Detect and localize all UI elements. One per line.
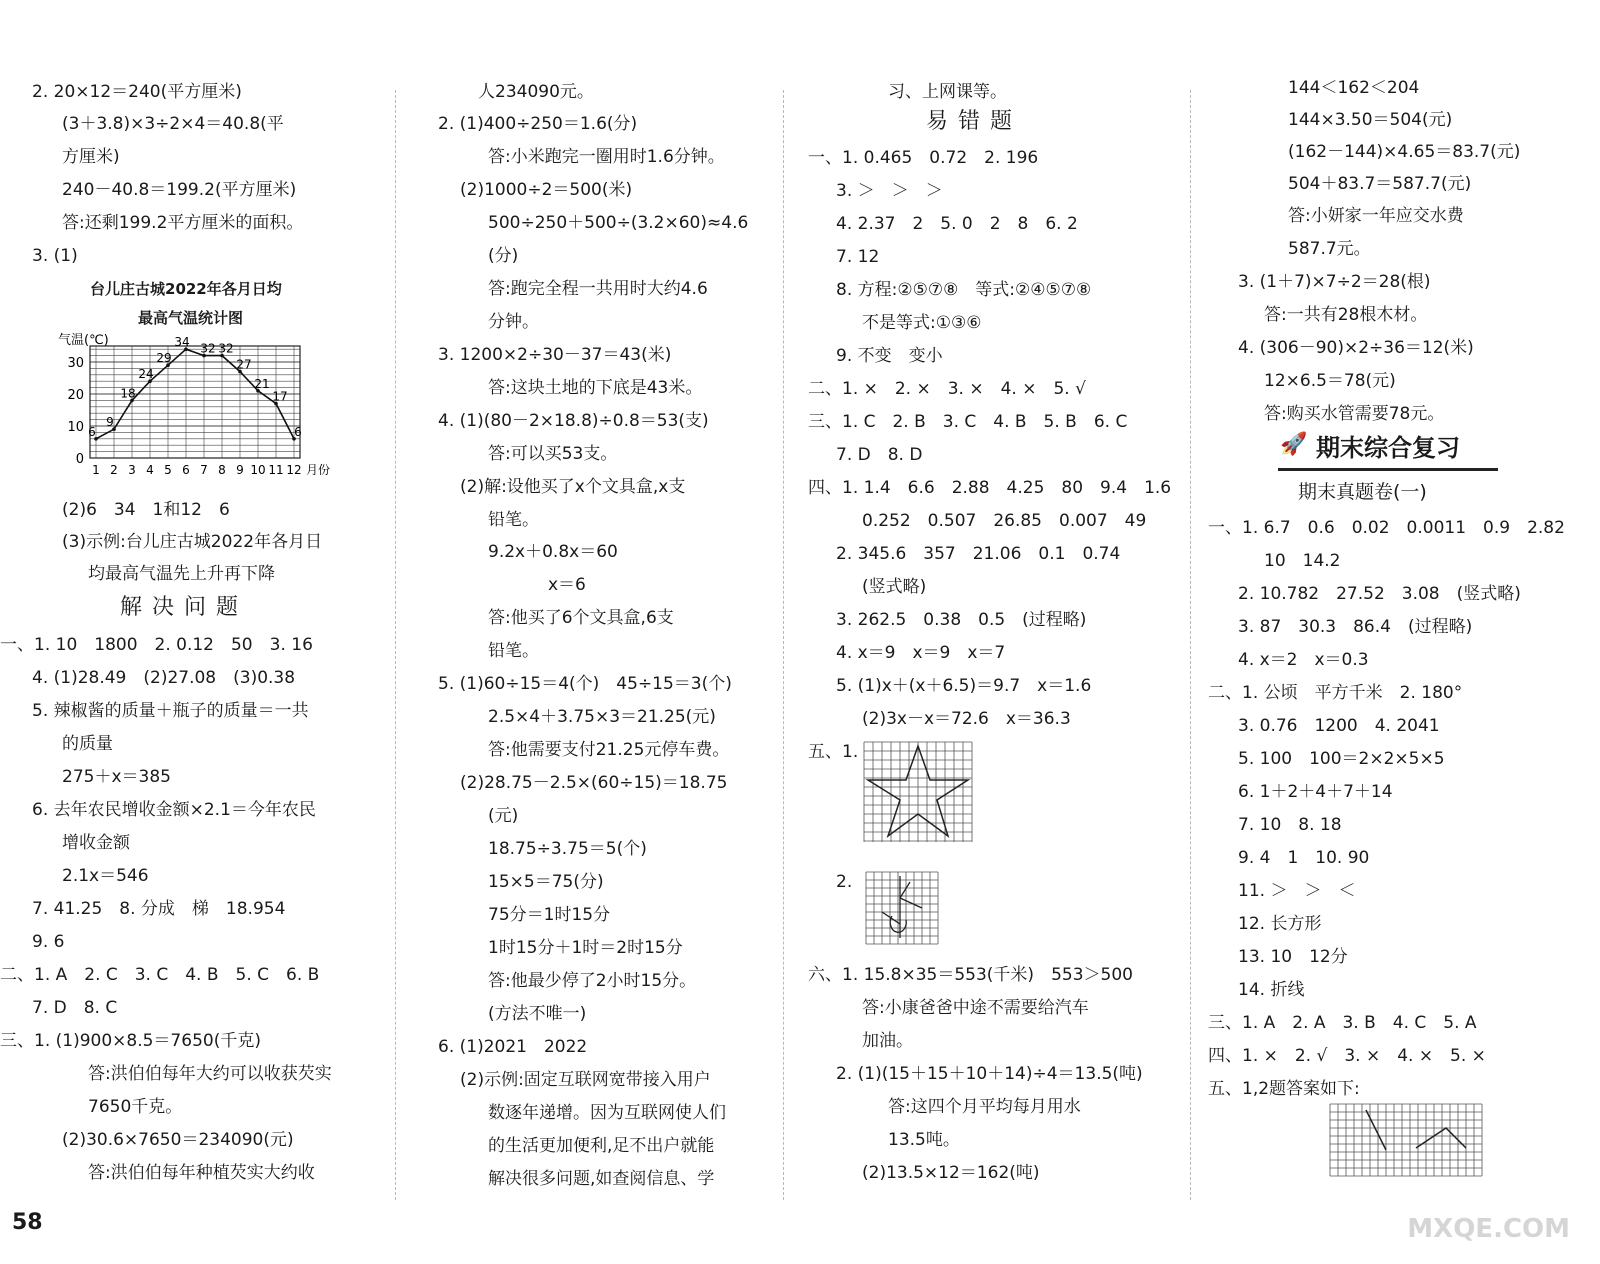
col4-line: 7. 10 8. 18 <box>1238 815 1342 835</box>
col1-line: 答:洪伯伯每年种植芡实大约收 <box>88 1163 315 1183</box>
col3-line: 五、1. <box>808 742 859 762</box>
answer-grid-figure <box>1326 1100 1486 1180</box>
watermark <box>1390 1174 1570 1244</box>
col3-line: 习、上网课等。 <box>888 82 1007 102</box>
col1-line: 7. D 8. C <box>32 998 118 1018</box>
col2-line: 3. 1200×2÷30－37＝43(米) <box>438 345 672 365</box>
x-tick-label: 3 <box>128 463 136 477</box>
col4-line: 答:购买水管需要78元。 <box>1264 404 1445 424</box>
data-label: 32 <box>218 341 234 356</box>
col1-line: 答:还剩199.2平方厘米的面积。 <box>62 213 304 233</box>
col2-line: 铅笔。 <box>488 641 539 661</box>
col1-line: 三、1. (1)900×8.5＝7650(千克) <box>0 1031 261 1051</box>
col4-line: 587.7元。 <box>1288 239 1371 259</box>
col3-line: 一、1. 0.465 0.72 2. 196 <box>808 148 1039 168</box>
col1-line: 4. (1)28.49 (2)27.08 (3)0.38 <box>32 668 296 688</box>
col2-line: 1时15分＋1时＝2时15分 <box>488 938 683 958</box>
col3-line: 答:这四个月平均每月用水 <box>888 1097 1081 1117</box>
data-label: 9 <box>106 415 114 430</box>
col3-line: 四、1. 1.4 6.6 2.88 4.25 80 9.4 1.6 <box>808 478 1172 498</box>
col2-line: 500÷250＋500÷(3.2×60)≈4.6 <box>488 213 749 233</box>
col4-line: 5. 100 100＝2×2×5×5 <box>1238 749 1445 769</box>
column-divider <box>783 90 784 1200</box>
col3-line: 答:小康爸爸中途不需要给汽车 <box>862 998 1089 1018</box>
chart-plot-frame <box>90 346 300 458</box>
column-divider <box>395 90 396 1200</box>
col4-line: (162－144)×4.65＝83.7(元) <box>1288 142 1521 162</box>
x-tick-label: 5 <box>164 463 172 477</box>
col1-line: 答:洪伯伯每年大约可以收获芡实 <box>88 1064 332 1084</box>
x-tick-label: 1 <box>92 463 100 477</box>
col2-line: x＝6 <box>548 575 586 595</box>
col4-line: 10 14.2 <box>1264 551 1341 571</box>
col1-line: 275＋x＝385 <box>62 767 171 787</box>
x-tick-label: 8 <box>218 463 226 477</box>
col4-line: 3. 87 30.3 86.4 (过程略) <box>1238 617 1473 637</box>
col3-line: (2)13.5×12＝162(吨) <box>862 1163 1040 1183</box>
col4-line: 12. 长方形 <box>1238 914 1322 934</box>
col2-line: 5. (1)60÷15＝4(个) 45÷15＝3(个) <box>438 674 732 694</box>
watermark-text: MXQE.COM <box>1407 1214 1570 1244</box>
x-tick-label: 10 <box>250 463 266 477</box>
col4-line: 答:一共有28根木材。 <box>1264 305 1428 325</box>
col2-line: 铅笔。 <box>488 510 539 530</box>
col2-line: (2)示例:固定互联网宽带接入用户 <box>460 1070 711 1090</box>
col4-line: 504＋83.7＝587.7(元) <box>1288 174 1472 194</box>
x-tick-label: 6 <box>182 463 190 477</box>
col2-line: (方法不唯一) <box>488 1004 587 1024</box>
col4-line: 四、1. × 2. √ 3. × 4. × 5. × <box>1208 1046 1486 1066</box>
col3-line: 2. 345.6 357 21.06 0.1 0.74 <box>836 544 1121 564</box>
col3-line: 8. 方程:②⑤⑦⑧ 等式:②④⑤⑦⑧ <box>836 280 1092 300</box>
y-tick-label: 30 <box>67 356 84 371</box>
col2-line: 分钟。 <box>488 312 539 332</box>
col4-line: 14. 折线 <box>1238 980 1305 1000</box>
section-header-label: 期末综合复习 <box>1316 434 1460 462</box>
col3-line: 2. (1)(15＋15＋10＋14)÷4＝13.5(吨) <box>836 1064 1143 1084</box>
x-axis-label: 月份 <box>306 463 331 477</box>
col2-line: 人234090元。 <box>478 82 594 102</box>
data-label: 27 <box>236 357 252 372</box>
x-tick-label: 9 <box>236 463 244 477</box>
col2-line: 解决很多问题,如查阅信息、学 <box>488 1169 715 1189</box>
col3-line: 3. 262.5 0.38 0.5 (过程略) <box>836 610 1087 630</box>
col2-line: 答:他最少停了2小时15分。 <box>488 971 697 991</box>
col3-line: 4. x＝9 x＝9 x＝7 <box>836 643 1006 663</box>
section-header-final-review <box>1278 428 1498 471</box>
star-grid-figure <box>860 738 978 848</box>
page-number: 58 <box>12 1210 43 1235</box>
col4-line: 3. (1＋7)×7÷2＝28(根) <box>1238 272 1431 292</box>
data-label: 21 <box>254 376 270 391</box>
col3-line: 2. <box>836 872 853 892</box>
data-label: 6 <box>88 424 96 439</box>
col1-line: 2.1x＝546 <box>62 866 149 886</box>
col1-line: (3＋3.8)×3÷2×4＝40.8(平 <box>62 114 284 134</box>
temperature-line-chart <box>50 332 350 482</box>
col3-line: 4. 2.37 2 5. 0 2 8 6. 2 <box>836 214 1078 234</box>
data-label: 32 <box>200 341 216 356</box>
col2-line: (2)28.75－2.5×(60÷15)＝18.75 <box>460 773 728 793</box>
col4-line: 二、1. 公顷 平方千米 2. 180° <box>1208 683 1463 703</box>
col4-line: 4. x＝2 x＝0.3 <box>1238 650 1369 670</box>
col2-line: 答:他需要支付21.25元停车费。 <box>488 740 730 760</box>
col4-line: 4. (306－90)×2÷36＝12(米) <box>1238 338 1474 358</box>
col4-line: 12×6.5＝78(元) <box>1264 371 1396 391</box>
col4-line: 三、1. A 2. A 3. B 4. C 5. A <box>1208 1013 1477 1033</box>
data-label: 18 <box>120 386 136 401</box>
col4-line: 13. 10 12分 <box>1238 947 1348 967</box>
col3-line: 六、1. 15.8×35＝553(千米) 553＞500 <box>808 965 1133 985</box>
col3-line: (2)3x－x＝72.6 x＝36.3 <box>862 709 1071 729</box>
y-tick-label: 10 <box>67 420 84 435</box>
col2-line: (元) <box>488 806 519 826</box>
col2-line: 18.75÷3.75＝5(个) <box>488 839 647 859</box>
col4-line: 五、1,2题答案如下: <box>1208 1079 1360 1099</box>
chart-title-line-2: 最高气温统计图 <box>138 309 244 327</box>
col3-line: 加油。 <box>862 1031 913 1051</box>
col3-line: 5. (1)x＋(x＋6.5)＝9.7 x＝1.6 <box>836 676 1092 696</box>
data-label: 17 <box>272 389 288 404</box>
col3-line: (竖式略) <box>862 577 927 597</box>
col1-line: 方厘米) <box>62 147 120 167</box>
col4-line: 144×3.50＝504(元) <box>1288 110 1453 130</box>
col4-line: 11. ＞ ＞ ＜ <box>1238 881 1356 901</box>
col1-line: 2. 20×12＝240(平方厘米) <box>32 82 242 102</box>
col2-line: (2)1000÷2＝500(米) <box>460 180 633 200</box>
x-tick-label: 11 <box>268 463 284 477</box>
col2-line: 15×5＝75(分) <box>488 872 604 892</box>
col2-line: 2. (1)400÷250＝1.6(分) <box>438 114 638 134</box>
column-divider <box>1190 90 1191 1200</box>
col1-line: 7650千克。 <box>88 1097 183 1117</box>
y-tick-label: 20 <box>67 388 84 403</box>
y-axis-label: 气温(℃) <box>58 333 109 348</box>
col1-line: 3. (1) <box>32 246 78 266</box>
section-title-error-prone: 易错题 <box>926 109 1023 134</box>
col2-line: 答:小米跑完一圈用时1.6分钟。 <box>488 147 725 167</box>
col4-line: 9. 4 1 10. 90 <box>1238 848 1370 868</box>
col4-line: 144＜162＜204 <box>1288 78 1420 98</box>
col3-line: 不是等式:①③⑥ <box>862 313 982 333</box>
col4-line: 一、1. 6.7 0.6 0.02 0.0011 0.9 2.82 <box>1208 518 1565 538</box>
col2-line: 9.2x＋0.8x＝60 <box>488 542 618 562</box>
col3-line: 0.252 0.507 26.85 0.007 49 <box>862 511 1147 531</box>
x-tick-label: 7 <box>200 463 208 477</box>
col2-line: 答:这块土地的下底是43米。 <box>488 378 703 398</box>
col2-line: 的生活更加便利,足不出户就能 <box>488 1136 715 1156</box>
col2-line: 答:可以买53支。 <box>488 444 618 464</box>
symmetry-grid-figure <box>862 868 944 948</box>
col1-line: 5. 辣椒酱的质量＋瓶子的质量＝一共 <box>32 701 309 721</box>
col2-line: (分) <box>488 246 519 266</box>
col3-line: 二、1. × 2. × 3. × 4. × 5. √ <box>808 379 1086 399</box>
col1-line: (3)示例:台儿庄古城2022年各月日 <box>62 532 323 552</box>
data-label: 24 <box>138 367 154 382</box>
col2-line: (2)解:设他买了x个文具盒,x支 <box>460 477 686 497</box>
chart-title-line-1: 台儿庄古城2022年各月日均 <box>90 280 282 298</box>
col2-line: 6. (1)2021 2022 <box>438 1037 588 1057</box>
exam-subtitle: 期末真题卷(一) <box>1298 481 1427 503</box>
col3-line: 7. D 8. D <box>836 445 923 465</box>
x-tick-label: 4 <box>146 463 154 477</box>
data-label: 34 <box>174 335 190 350</box>
col1-line: 240－40.8＝199.2(平方厘米) <box>62 180 297 200</box>
data-label: 6 <box>294 424 302 439</box>
y-tick-label: 0 <box>75 452 84 467</box>
data-label: 29 <box>156 351 172 366</box>
x-tick-label: 12 <box>286 463 302 477</box>
col2-line: 答:他买了6个文具盒,6支 <box>488 608 674 628</box>
col3-line: 13.5吨。 <box>888 1130 960 1150</box>
col3-line: 9. 不变 变小 <box>836 346 943 366</box>
col1-line: 9. 6 <box>32 932 65 952</box>
col4-line: 2. 10.782 27.52 3.08 (竖式略) <box>1238 584 1521 604</box>
col1-line: 的质量 <box>62 734 113 754</box>
rocket-icon: 🚀 <box>1280 432 1308 457</box>
col3-line: 3. ＞ ＞ ＞ <box>836 181 943 201</box>
col3-line: 7. 12 <box>836 247 880 267</box>
col2-line: 4. (1)(80－2×18.8)÷0.8＝53(支) <box>438 411 709 431</box>
col2-line: 75分＝1时15分 <box>488 905 611 925</box>
col1-line: (2)6 34 1和12 6 <box>62 500 230 520</box>
col1-line: 7. 41.25 8. 分成 梯 18.954 <box>32 899 286 919</box>
col4-line: 6. 1＋2＋4＋7＋14 <box>1238 782 1393 802</box>
col1-line: 一、1. 10 1800 2. 0.12 50 3. 16 <box>0 635 313 655</box>
col2-line: 答:跑完全程一共用时大约4.6 <box>488 279 708 299</box>
col2-line: 数逐年递增。因为互联网使人们 <box>488 1103 726 1123</box>
col1-line: 均最高气温先上升再下降 <box>88 564 275 584</box>
x-tick-label: 2 <box>110 463 118 477</box>
col4-line: 3. 0.76 1200 4. 2041 <box>1238 716 1440 736</box>
col1-line: 6. 去年农民增收金额×2.1＝今年农民 <box>32 800 316 820</box>
col4-line: 答:小妍家一年应交水费 <box>1288 206 1464 226</box>
col2-line: 2.5×4＋3.75×3＝21.25(元) <box>488 707 716 727</box>
section-title-solve-problems: 解决问题 <box>120 595 249 620</box>
col1-line: 二、1. A 2. C 3. C 4. B 5. C 6. B <box>0 965 320 985</box>
col3-line: 三、1. C 2. B 3. C 4. B 5. B 6. C <box>808 412 1128 432</box>
col1-line: 增收金额 <box>62 833 130 853</box>
col1-line: (2)30.6×7650＝234090(元) <box>62 1130 294 1150</box>
